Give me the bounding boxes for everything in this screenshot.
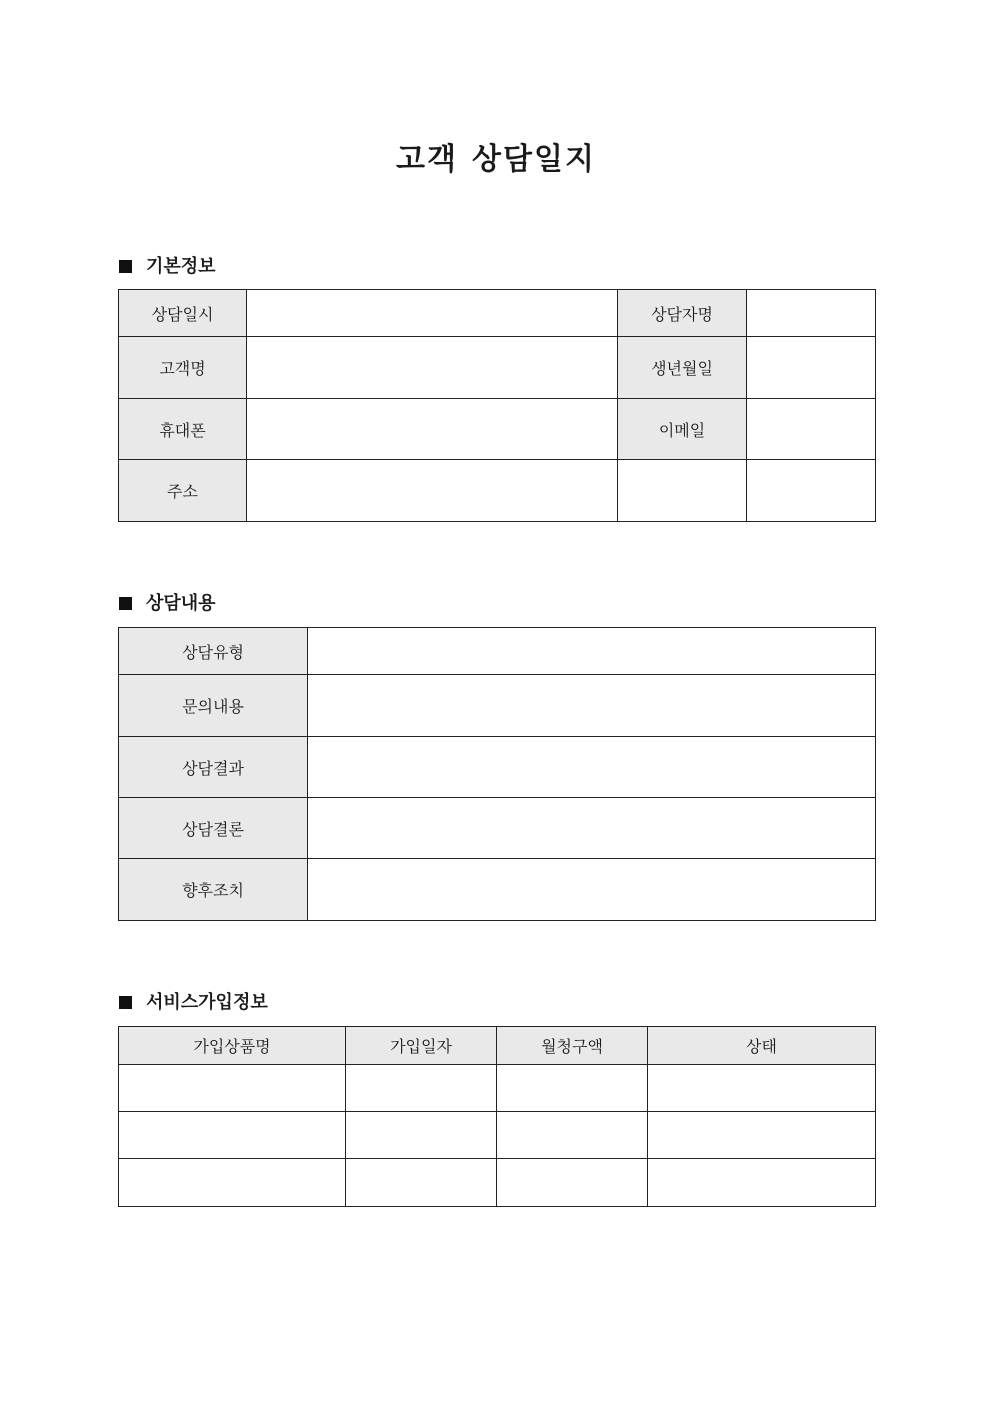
page-title	[0, 134, 992, 178]
table-row	[119, 798, 876, 859]
product-cell[interactable]	[119, 1065, 346, 1112]
counselor-name-field[interactable]	[747, 290, 876, 337]
product-cell[interactable]	[119, 1159, 346, 1207]
product-cell[interactable]	[119, 1112, 346, 1159]
title-word-2: 상담일지	[472, 142, 596, 177]
label-birth-date: 생년월일	[618, 337, 747, 399]
black-square-icon	[119, 597, 132, 610]
result-field[interactable]	[308, 737, 876, 798]
column-header-product: 가입상품명	[119, 1027, 346, 1065]
table-row	[119, 737, 876, 798]
blank-cell[interactable]	[747, 460, 876, 522]
label-inquiry: 문의내용	[119, 675, 308, 737]
follow-up-field[interactable]	[308, 859, 876, 921]
section-title-basic: 기본정보	[146, 256, 216, 277]
table-row	[119, 290, 876, 337]
status-cell[interactable]	[648, 1112, 876, 1159]
label-email: 이메일	[618, 399, 747, 460]
consult-datetime-field[interactable]	[247, 290, 618, 337]
label-consult-datetime: 상담일시	[119, 290, 247, 337]
section-title-consult: 상담내용	[146, 593, 216, 614]
monthly-charge-cell[interactable]	[497, 1159, 648, 1207]
status-cell[interactable]	[648, 1159, 876, 1207]
service-info-table	[118, 1026, 876, 1207]
conclusion-field[interactable]	[308, 798, 876, 859]
inquiry-field[interactable]	[308, 675, 876, 737]
address-field[interactable]	[247, 460, 618, 522]
join-date-cell[interactable]	[346, 1112, 497, 1159]
label-counselor-name: 상담자명	[618, 290, 747, 337]
table-row	[119, 628, 876, 675]
label-consult-type: 상담유형	[119, 628, 308, 675]
title-word-1: 고객	[396, 142, 459, 177]
monthly-charge-cell[interactable]	[497, 1065, 648, 1112]
monthly-charge-cell[interactable]	[497, 1112, 648, 1159]
consult-type-field[interactable]	[308, 628, 876, 675]
label-address: 주소	[119, 460, 247, 522]
table-row	[119, 337, 876, 399]
join-date-cell[interactable]	[346, 1065, 497, 1112]
section-heading-service	[119, 989, 268, 1013]
join-date-cell[interactable]	[346, 1159, 497, 1207]
table-row	[119, 399, 876, 460]
label-conclusion: 상담결론	[119, 798, 308, 859]
column-header-monthly-charge: 월청구액	[497, 1027, 648, 1065]
table-row	[119, 1112, 876, 1159]
label-mobile: 휴대폰	[119, 399, 247, 460]
table-row	[119, 859, 876, 921]
table-row	[119, 675, 876, 737]
section-title-service: 서비스가입정보	[146, 992, 268, 1013]
black-square-icon	[119, 996, 132, 1009]
label-follow-up: 향후조치	[119, 859, 308, 921]
label-customer-name: 고객명	[119, 337, 247, 399]
customer-name-field[interactable]	[247, 337, 618, 399]
section-heading-consult	[119, 590, 216, 614]
table-row	[119, 1065, 876, 1112]
basic-info-table	[118, 289, 876, 522]
mobile-field[interactable]	[247, 399, 618, 460]
blank-cell[interactable]	[618, 460, 747, 522]
column-header-join-date: 가입일자	[346, 1027, 497, 1065]
column-header-status: 상태	[648, 1027, 876, 1065]
label-result: 상담결과	[119, 737, 308, 798]
black-square-icon	[119, 260, 132, 273]
consult-content-table	[118, 627, 876, 921]
birth-date-field[interactable]	[747, 337, 876, 399]
section-heading-basic	[119, 253, 216, 277]
table-row	[119, 460, 876, 522]
email-field[interactable]	[747, 399, 876, 460]
status-cell[interactable]	[648, 1065, 876, 1112]
table-row	[119, 1159, 876, 1207]
table-header-row	[119, 1027, 876, 1065]
